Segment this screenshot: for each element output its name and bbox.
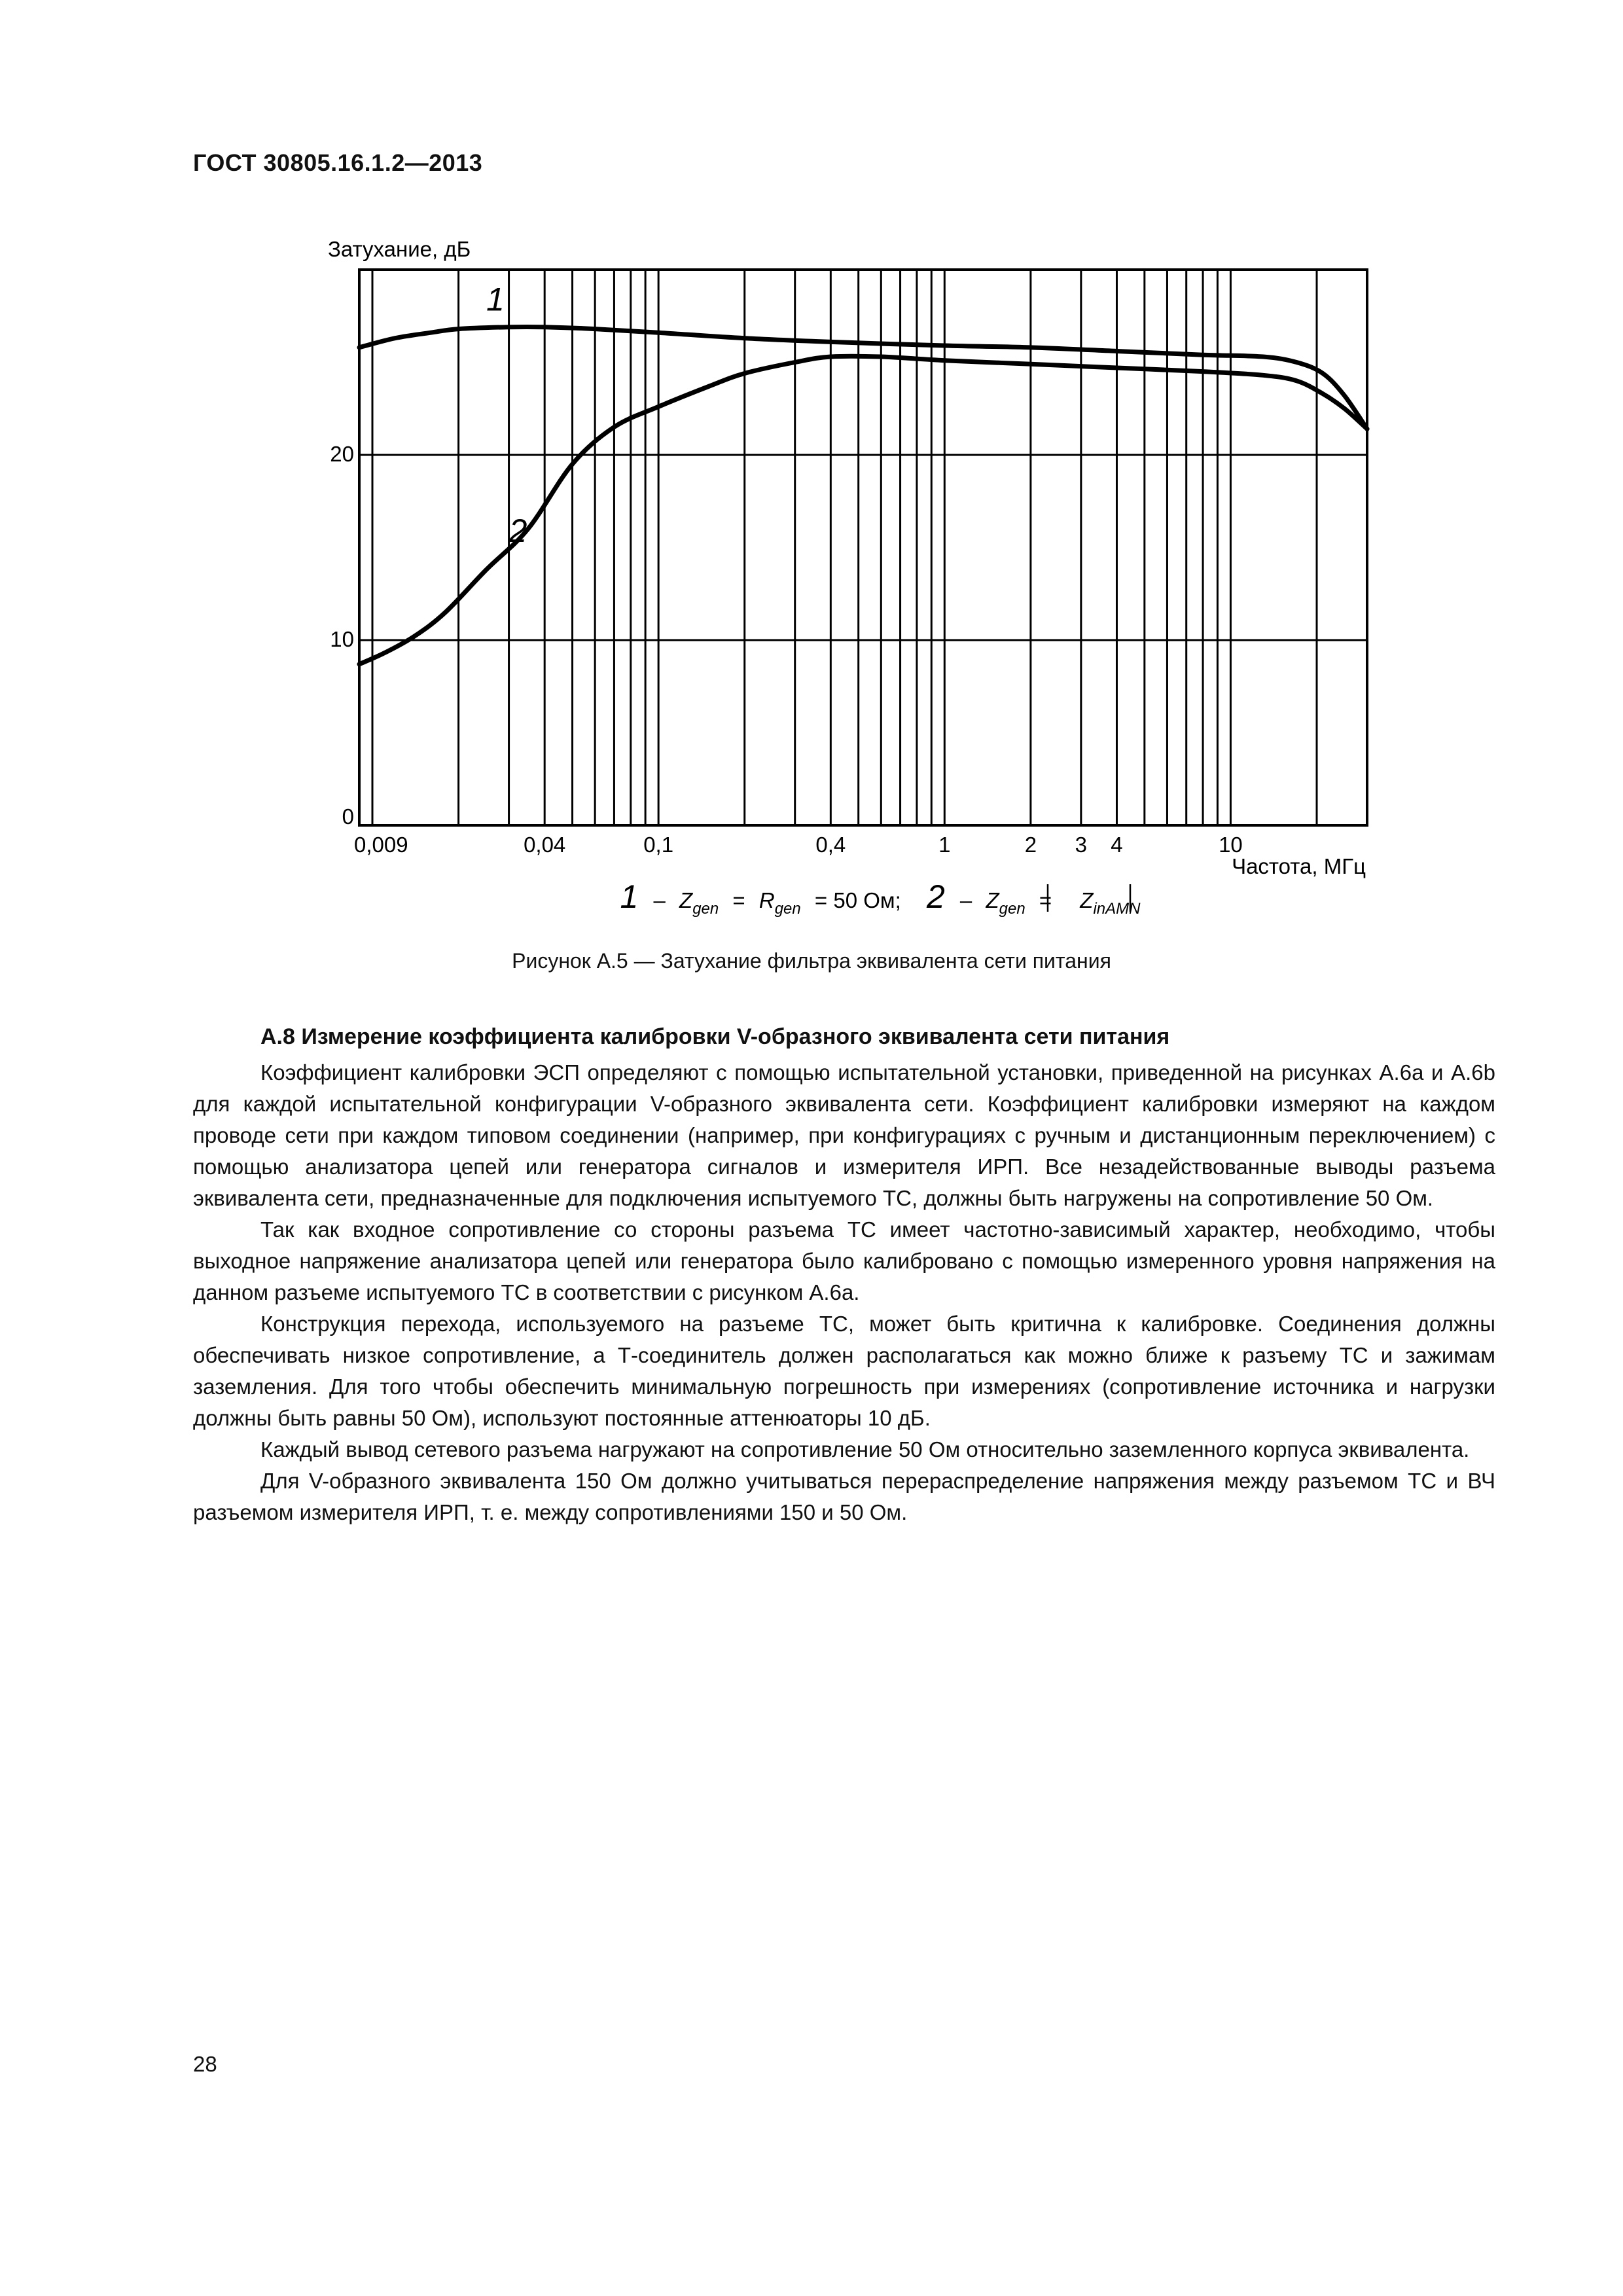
series-line-1 [359, 327, 1367, 429]
x-tick-label: 10 [1219, 833, 1243, 857]
x-axis-label: Частота, МГц [1232, 854, 1366, 878]
page-number: 28 [193, 2052, 217, 2076]
legend-gen-3: gen [999, 900, 1026, 918]
x-tick-label: 0,4 [815, 833, 846, 857]
paragraph: Конструкция перехода, используемого на разъеме ТС, может быть критична к калибровке. Соединения должны обеспечивать низкое сопротивление, а Т-соединитель должен располагаться как можно ближе к разъему ТС и зажимам заземления. Для того чтобы обеспечить минимальную погрешность при измерениях (сопротивление источника и нагрузки должны быть равны 50 Ом), используют постоянные аттенюаторы 10 дБ. [193, 1312, 1495, 1430]
legend-z-1: Z [679, 888, 693, 912]
series-line-2 [359, 356, 1367, 664]
y-tick-label: 10 [330, 627, 354, 651]
legend-num-2: 2 [926, 878, 945, 915]
attenuation-chart [288, 223, 1414, 949]
x-tick-label: 3 [1075, 833, 1088, 857]
paragraph: Так как входное сопротивление со стороны разъема ТС имеет частотно-зависимый характер, необходимо, чтобы выходное напряжение анализатора цепей или генератора было калибровано с помощью измеренного уровня напряжения на данном разъеме испытуемого ТС в соответствии с рисунком А.6а. [193, 1217, 1495, 1304]
chart-svg [288, 223, 1414, 949]
legend-gen-1: gen [692, 900, 719, 918]
paragraph: Для V-образного эквивалента 150 Ом должно учитываться перераспределение напряжения между разъемом ТС и ВЧ разъемом измерителя ИРП, т. е. между сопротивлениями 150 и 50 Ом. [193, 1469, 1495, 1524]
figure-caption: Рисунок А.5 — Затухание фильтра эквивалента сети питания [512, 949, 1111, 973]
legend-r: R [758, 888, 775, 912]
x-tick-label: 0,009 [354, 833, 408, 857]
legend-eq-2: = [1039, 888, 1052, 912]
section-title: А.8 Измерение коэффициента калибровки V-образного эквивалента сети питания [260, 1024, 1170, 1049]
x-tick-label: 2 [1024, 833, 1037, 857]
page-header: ГОСТ 30805.16.1.2—2013 [193, 149, 483, 176]
legend-eq-1: = [732, 888, 745, 912]
chart-ticks [330, 442, 1243, 857]
legend-dash-2: – [959, 888, 972, 912]
legend-value: = 50 Ом; [814, 888, 901, 912]
x-tick-label: 1 [938, 833, 951, 857]
paragraph: Коэффициент калибровки ЭСП определяют с помощью испытательной установки, приведенной на рисунках А.6а и А.6b для каждой испытательной конфигурации V-образного эквивалента сети. Коэффициент калибровки измеряют на каждом проводе сети при каждом типовом соединении (например, при конфигурациях с ручным и дистанционным переключением) с помощью анализатора цепей или генератора сигналов и измерителя ИРП. Все незадействованные выводы разъема эквивалента сети, предназначенные для подключения испытуемого ТС, должны быть нагружены на сопротивление 50 Ом. [193, 1060, 1495, 1210]
paragraph: Каждый вывод сетевого разъема нагружают на сопротивление 50 Ом относительно заземленного корпуса эквивалента. [260, 1437, 1470, 1462]
legend-text [620, 878, 1141, 918]
legend-z-3: Z [1080, 888, 1094, 912]
x-tick-label: 0,1 [643, 833, 674, 857]
body-text [193, 1057, 1495, 1528]
legend-num-1: 1 [620, 878, 639, 915]
curve-2-label: 2 [508, 512, 527, 550]
x-tick-label: 0,04 [524, 833, 566, 857]
legend-z-2: Z [986, 888, 999, 912]
y-axis-label: Затухание, дБ [328, 237, 471, 261]
legend-inamn: inAMN [1093, 900, 1141, 918]
chart-curves [359, 327, 1367, 664]
legend-dash-1: – [653, 888, 666, 912]
legend-gen-2: gen [774, 900, 801, 918]
y-tick-label: 0 [342, 804, 354, 829]
x-tick-label: 4 [1111, 833, 1123, 857]
curve-1-label: 1 [486, 281, 505, 318]
y-tick-label: 20 [330, 442, 354, 466]
